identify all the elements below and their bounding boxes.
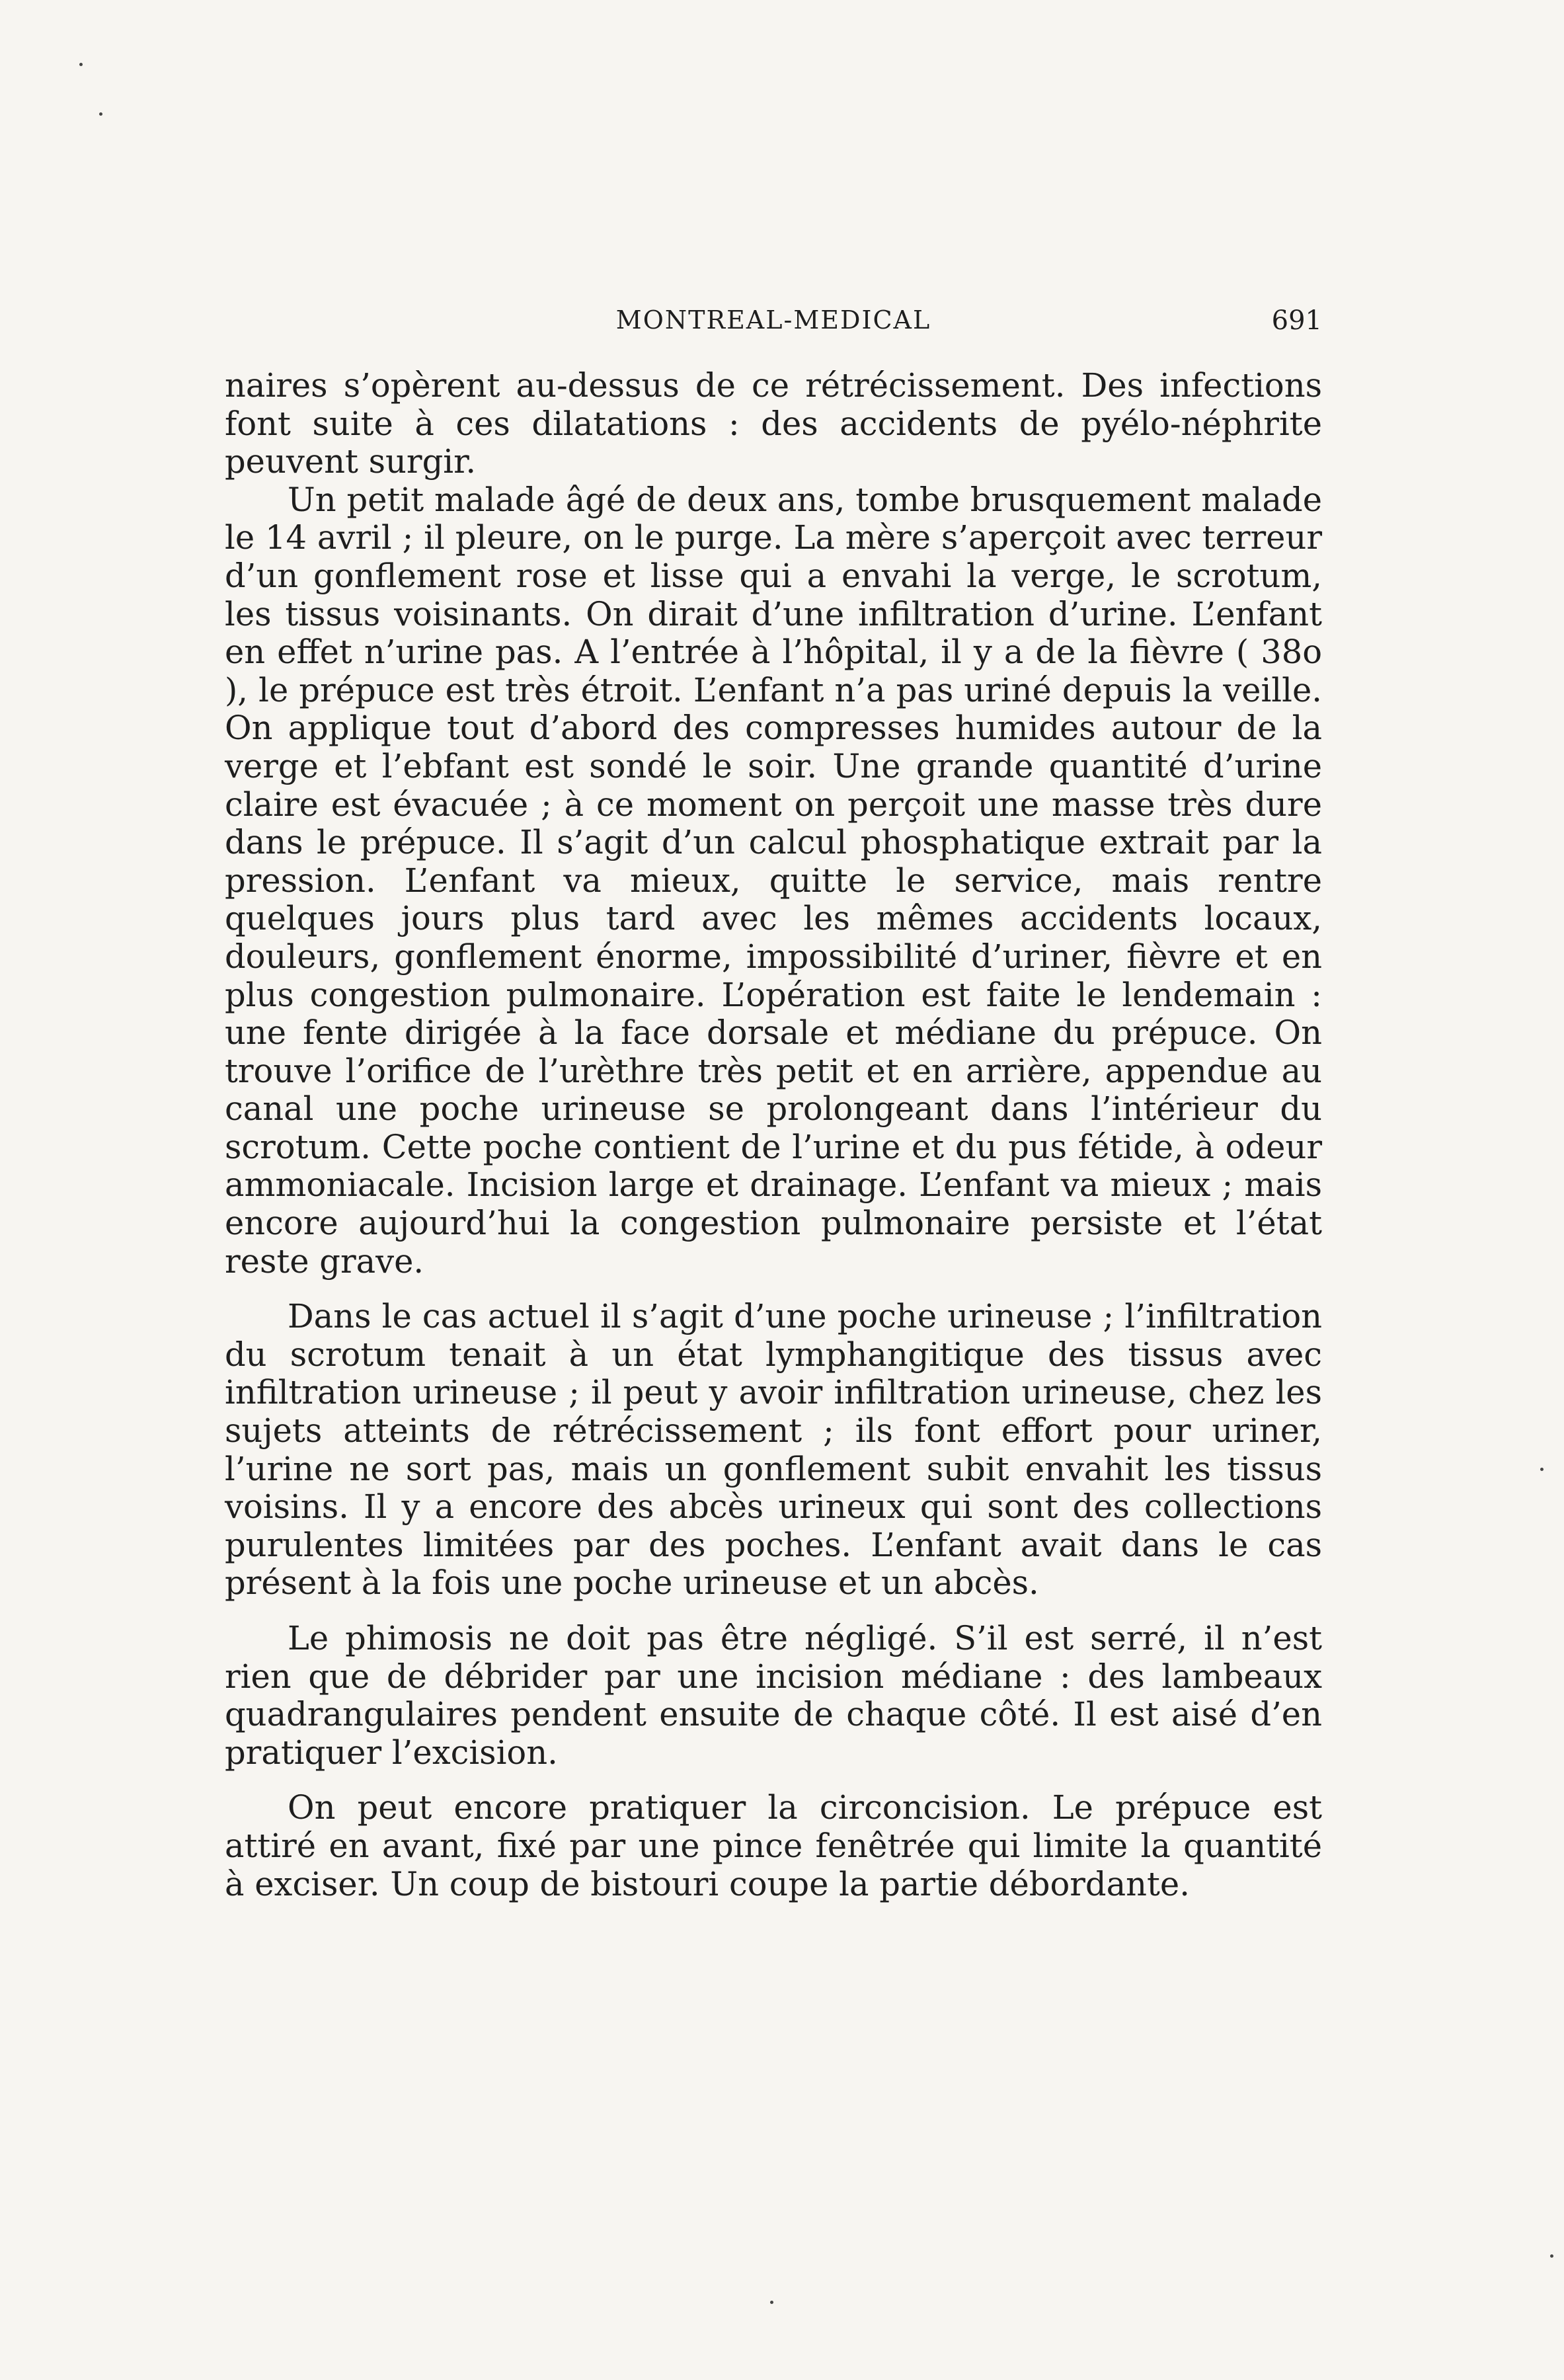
running-title: MONTREAL-MEDICAL <box>615 305 931 335</box>
page-header <box>225 305 1322 352</box>
paragraph-3: Dans le cas actuel il s’agit d’une poche urineuse ; l’infiltration du scrotum tenait à un état lymphangitique des tissus avec infiltration urineuse ; il peut y avoir infiltration urineuse, chez les sujets atteints de rétrécissement ; ils font effort pour uriner, l’urine ne sort pas, mais un gonflement subit envahit les tissus voisins. Il y a encore des abcès urineux qui sont des collections purulentes limitées par des poches. L’enfant avait dans le cas présent à la fois une poche urineuse et un abcès. <box>225 1297 1322 1603</box>
scan-speck <box>99 112 102 116</box>
scan-speck <box>1550 2254 1553 2258</box>
paragraph-5: On peut encore pratiquer la circoncision. Le prépuce est attiré en avant, fixé par une pince fenêtrée qui limite la quantité à exciser. Un coup de bistouri coupe la partie débordante. <box>225 1788 1322 1903</box>
scan-speck <box>770 2301 773 2304</box>
scan-speck <box>79 63 83 66</box>
scan-speck <box>1540 1468 1544 1471</box>
body-text <box>225 367 1322 1903</box>
paragraph-2: Un petit malade âgé de deux ans, tombe brusquement malade le 14 avril ; il pleure, on le purge. La mère s’aperçoit avec terreur d’un gonflement rose et lisse qui a envahi la verge, le scrotum, les tissus voisinants. On dirait d’une infiltration d’urine. L’enfant en effet n’urine pas. A l’entrée à l’hôpital, il y a de la fièvre ( 38o ), le prépuce est très étroit. L’enfant n’a pas uriné depuis la veille. On applique tout d’abord des compresses humides autour de la verge et l’ebfant est sondé le soir. Une grande quantité d’urine claire est évacuée ; à ce moment on perçoit une masse très dure dans le prépuce. Il s’agit d’un calcul phosphatique extrait par la pression. L’enfant va mieux, quitte le service, mais rentre quelques jours plus tard avec les mêmes accidents locaux, douleurs, gonflement énorme, impossibilité d’uriner, fièvre et en plus congestion pulmonaire. L’opération est faite le lendemain : une fente dirigée à la face dorsale et médiane du prépuce. On trouve l’orifice de l’urèthre très petit et en arrière, appendue au canal une poche urineuse se prolongeant dans l’intérieur du scrotum. Cette poche contient de l’urine et du pus fétide, à odeur ammoniacale. Incision large et drainage. L’enfant va mieux ; mais encore aujourd’hui la congestion pulmonaire persiste et l’état reste grave. <box>225 480 1322 1281</box>
paragraph-4: Le phimosis ne doit pas être négligé. S’il est serré, il n’est rien que de débrider par une incision médiane : des lambeaux quadrangulaires pendent ensuite de chaque côté. Il est aisé d’en pratiquer l’excision. <box>225 1619 1322 1772</box>
page-number: 691 <box>1271 305 1322 336</box>
paragraph-1: naires s’opèrent au-dessus de ce rétrécissement. Des infections font suite à ces dilatations : des accidents de pyélo-néphrite peuvent surgir. <box>225 366 1322 481</box>
